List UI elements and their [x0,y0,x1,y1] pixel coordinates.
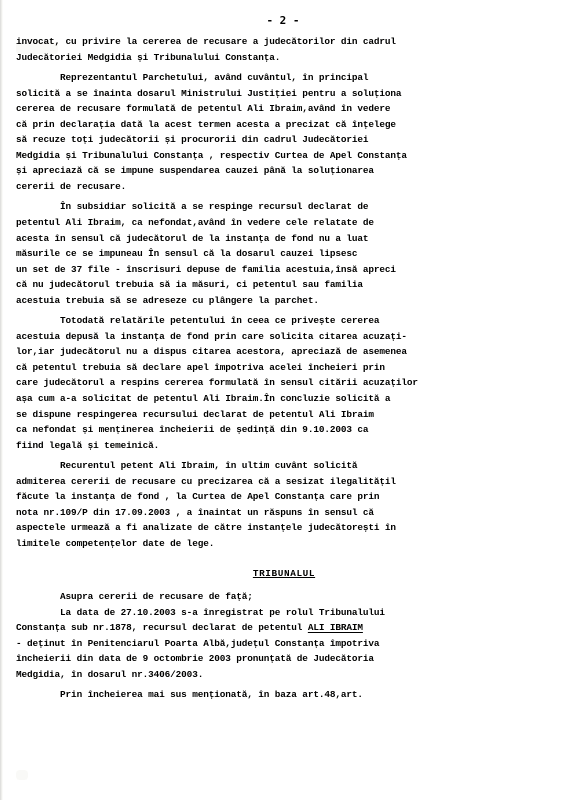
petitioner-name: ALI IBRAIM [307,622,363,634]
text-line: un set de 37 file - înscrisuri depuse de familia acestuia,însă apreci [16,263,396,275]
text-line: aspectele urmează a fi analizate de către instanțele judecătorești în [16,522,396,534]
text-line: Prin încheierea mai sus menționată, în baza art.48,art. [16,689,363,701]
paragraph-court-recitals [16,589,552,682]
text-line: lor,iar judecătorul nu a dispus citarea acestora, apreciază de asemenea [16,346,407,358]
text-line: acesta în sensul că judecătorul de la instanța de fond nu a luat [16,232,369,244]
text-line: cererea de recusare formulată de petentul Ali Ibraim,având în vedere [16,103,391,115]
paragraph-recusal-intro [16,34,552,65]
ink-smudge [16,42,58,54]
scan-edge-shadow [0,0,4,800]
text-line: acestuia depusă la instanța de fond prin care solicita citarea acuzați- [16,330,407,342]
text-line: Asupra cererii de recusare de față; [16,591,253,603]
text-line: Judecătoriei Medgidia și Tribunalului Constanța. [16,51,281,63]
text-line: limitele competențelor date de lege. [16,537,215,549]
text-line: invocat, cu privire la cererea de recusare a judecătorilor din cadrul [16,36,396,47]
text-line: Medgidia și Tribunalului Constanța , respectiv Curtea de Apel Constanța [16,149,407,161]
text-line: care judecătorul a respins cererea formulată în sensul citării acuzaților [16,377,418,389]
text-line: încheierii din data de 9 octombrie 2003 pronunțată de Judecătoria [16,653,374,665]
paragraph-prosecutor-conclusion [16,313,552,453]
section-heading-tribunal: TRIBUNALUL [252,567,316,579]
text-line: că nu judecătorul trebuia să ia măsuri, ci petentul sau familia [16,279,363,291]
text-segment: Constanța sub nr.1878, recursul declarat de petentul [16,622,308,634]
text-line: și apreciază că se impune suspendarea cauzei până la soluționarea [16,165,374,177]
text-line: petentul Ali Ibraim, ca nefondat,având în vedere cele relatate de [16,217,374,229]
text-line: fiind legală și temeinică. [16,439,160,451]
text-line: se dispune respingerea recursului declarat de petentul Ali Ibraim [16,408,374,420]
document-body [16,34,552,703]
text-line: În subsidiar solicită a se respinge recursul declarat de [16,201,369,213]
text-line: că prin declarația dată la acest termen acesta a precizat că înțelege [16,118,396,130]
text-line: Totodată relatările petentului în ceea ce privește cererea [16,315,380,327]
text-line: admiterea cererii de recusare cu precizarea că a sesizat ilegalitățil [16,475,396,487]
text-line: Reprezentantul Parchetului, având cuvântul, în principal [16,72,369,84]
text-line: acestuia trebuia să se adreseze cu plângere la parchet. [16,294,319,306]
text-line: solicită a se înainta dosarul Ministrului Justiției pentru a soluționa [16,87,402,99]
text-line: că petentul trebuia să declare apel împotriva acelei încheieri prin [16,361,385,373]
paragraph-prosecutor-main [16,70,552,194]
text-line [16,620,552,636]
ink-smudge [16,770,28,780]
text-line: nota nr.109/P din 17.09.2003 , a înaintat un răspuns în sensul că [16,506,374,518]
paragraph-prosecutor-subsidiary [16,199,552,308]
text-line: La data de 27.10.2003 s-a înregistrat pe rolul Tribunalului [16,606,385,618]
paragraph-petitioner-last-word [16,458,552,551]
text-line: Recurentul petent Ali Ibraim, în ultim cuvânt solicită [16,460,358,472]
text-line: făcute la instanța de fond , la Curtea de Apel Constanța care prin [16,491,380,503]
text-line: - deținut în Penitenciarul Poarta Albă,județul Constanța împotriva [16,637,380,649]
text-line: ca nefondat și menținerea încheierii de ședință din 9.10.2003 ca [16,424,369,436]
text-line: să recuze toți judecătorii și procurorii din cadrul Judecătoriei [16,134,369,146]
paragraph-court-legal-basis [16,687,552,703]
text-line: măsurile ce se impuneau În sensul că la dosarul cauzei lipsesc [16,248,358,260]
page-number: - 2 - [266,14,300,27]
text-line: Medgidia, în dosarul nr.3406/2003. [16,668,204,680]
text-line: așa cum a-a solicitat de petentul Ali Ibraim.În concluzie solicită a [16,393,391,405]
text-line: cererii de recusare. [16,180,127,192]
